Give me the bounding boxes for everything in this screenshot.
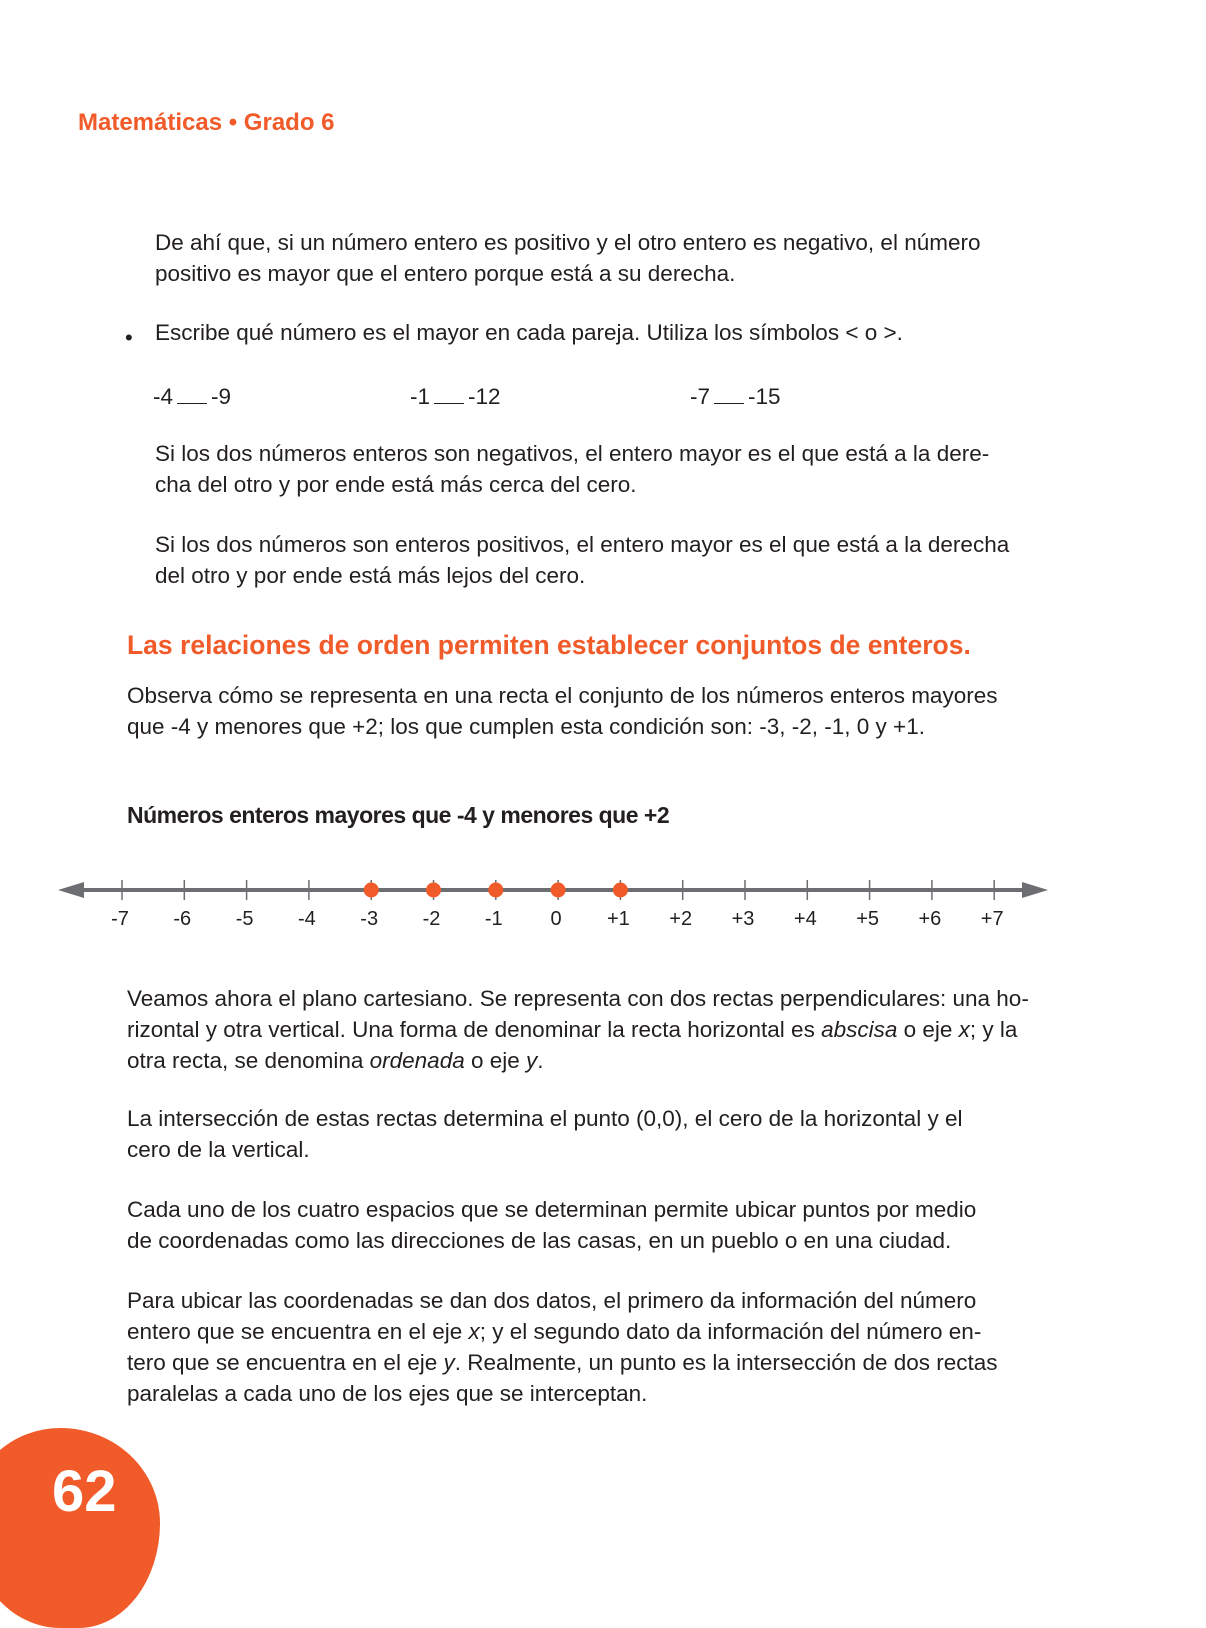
highlighted-point (364, 883, 379, 898)
comparison-pair (690, 384, 781, 410)
answer-blank[interactable] (434, 402, 464, 404)
figure-title: Números enteros mayores que -4 y menores que +2 (127, 802, 670, 828)
pair-left-value: -1 (410, 384, 431, 409)
text-line: otra recta, se denomina ordenada o eje y. (127, 1048, 544, 1073)
text-line: Para ubicar las coordenadas se dan dos datos, el primero da información del número (127, 1288, 977, 1313)
exercise-instruction (155, 317, 1035, 348)
comparison-pair (153, 384, 231, 410)
negatives-paragraph (155, 438, 1035, 500)
tick-label: -7 (111, 908, 129, 930)
number-line (0, 860, 1206, 950)
tick-label: +5 (856, 908, 880, 930)
tick-label: -1 (484, 908, 503, 930)
text-line: Cada uno de los cuatro espacios que se determinan permite ubicar puntos por medio (127, 1197, 977, 1222)
text-line: que -4 y menores que +2; los que cumplen esta condición son: -3, -2, -1, 0 y +1. (127, 714, 925, 739)
pair-right-value: -15 (748, 384, 781, 409)
tick-label: +2 (669, 908, 693, 930)
pair-left-value: -4 (153, 384, 174, 409)
tick-label: -2 (422, 908, 441, 930)
text-line: de coordenadas como las direcciones de las casas, en un pueblo o en una ciudad. (127, 1228, 952, 1253)
pair-left-value: -7 (690, 384, 711, 409)
tick-label: -4 (298, 908, 316, 930)
observe-paragraph (127, 680, 1035, 742)
text-line: Observa cómo se representa en una recta el conjunto de los números enteros mayores (127, 683, 998, 708)
highlighted-point (551, 883, 566, 898)
intersection-paragraph (127, 1103, 1035, 1165)
page-number: 62 (52, 1459, 117, 1524)
tick-label: +4 (793, 908, 817, 930)
pair-right-value: -12 (468, 384, 501, 409)
tick-label: -3 (360, 908, 379, 930)
text-line: Veamos ahora el plano cartesiano. Se representa con dos rectas perpendiculares: una ho- (127, 986, 1029, 1011)
highlighted-point (613, 883, 628, 898)
text-line: entero que se encuentra en el eje x; y el segundo dato da información del número en- (127, 1319, 982, 1344)
tick-label: -5 (235, 908, 254, 930)
cartesian-paragraph (127, 983, 1035, 1076)
text-line: Escribe qué número es el mayor en cada pareja. Utiliza los símbolos < o >. (155, 320, 903, 345)
tick-label: +7 (980, 908, 1004, 930)
tick-label: +1 (606, 908, 630, 930)
text-line: rizontal y otra vertical. Una forma de denominar la recta horizontal es abscisa o eje x; y la (127, 1017, 1018, 1042)
text-line: La intersección de estas rectas determina el punto (0,0), el cero de la horizontal y el (127, 1106, 963, 1131)
left-arrow-icon (58, 882, 84, 898)
answer-blank[interactable] (177, 402, 207, 404)
text-line: cha del otro y por ende está más cerca del cero. (155, 472, 637, 497)
tick-label: -6 (173, 908, 192, 930)
answer-blank[interactable] (714, 402, 744, 404)
tick-label: +3 (731, 908, 755, 930)
text-line: positivo es mayor que el entero porque está a su derecha. (155, 261, 736, 286)
tick-label: 0 (550, 908, 562, 930)
coordinates-paragraph (127, 1285, 1035, 1409)
text-line: cero de la vertical. (127, 1137, 310, 1162)
quadrants-paragraph (127, 1194, 1035, 1256)
pair-right-value: -9 (211, 384, 232, 409)
section-heading: Las relaciones de orden permiten establecer conjuntos de enteros. (127, 630, 971, 660)
right-arrow-icon (1022, 882, 1048, 898)
comparison-pair (410, 384, 501, 410)
text-line: Si los dos números enteros son negativos, el entero mayor es el que está a la dere- (155, 441, 990, 466)
highlighted-point (488, 883, 503, 898)
text-line: del otro y por ende está más lejos del cero. (155, 563, 586, 588)
page-header: Matemáticas • Grado 6 (78, 109, 335, 136)
bullet-icon: • (125, 325, 133, 350)
text-line: tero que se encuentra en el eje y. Realmente, un punto es la intersección de dos rectas (127, 1350, 998, 1375)
text-line: De ahí que, si un número entero es positivo y el otro entero es negativo, el número (155, 230, 981, 255)
intro-paragraph (155, 227, 1035, 289)
positives-paragraph (155, 529, 1035, 591)
text-line: paralelas a cada uno de los ejes que se interceptan. (127, 1381, 648, 1406)
highlighted-point (426, 883, 441, 898)
tick-label: +6 (918, 908, 942, 930)
text-line: Si los dos números son enteros positivos, el entero mayor es el que está a la derecha (155, 532, 1010, 557)
